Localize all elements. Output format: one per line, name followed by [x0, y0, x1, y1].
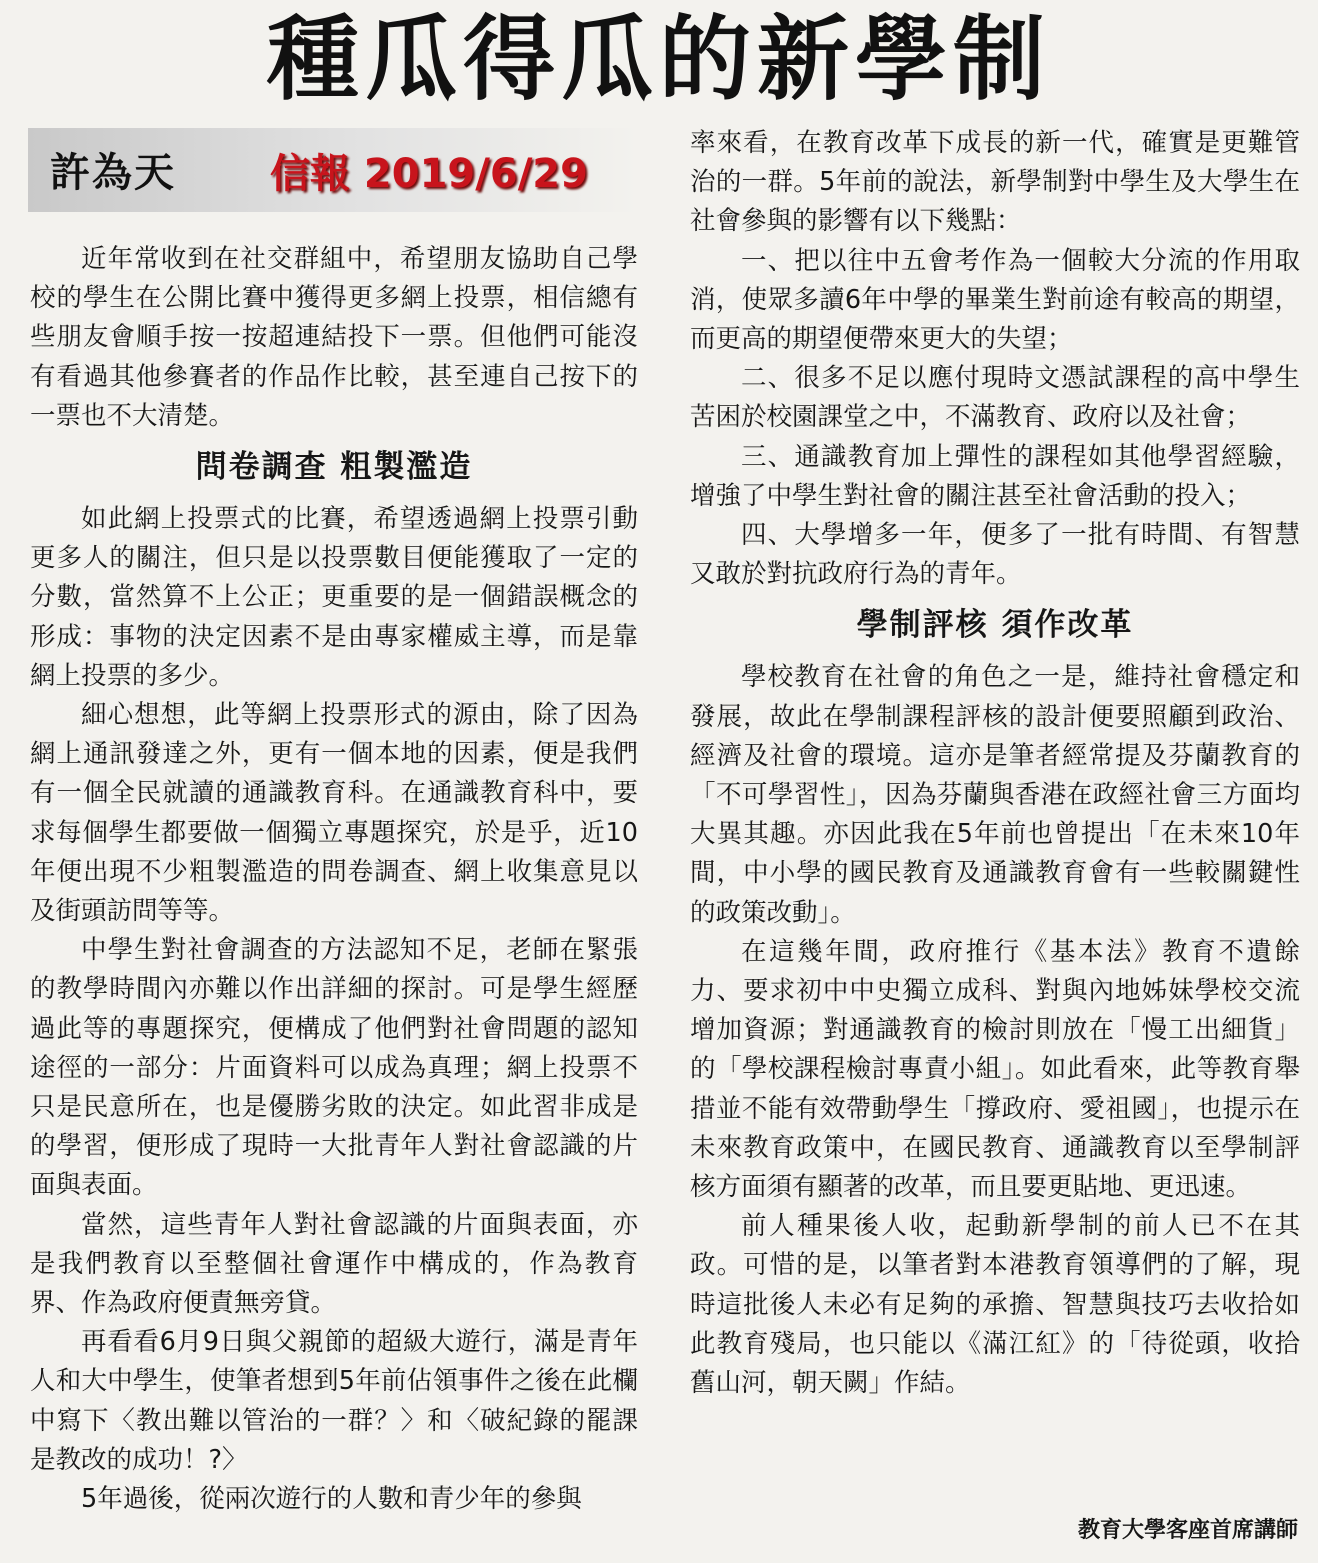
paragraph: 近年常收到在社交群組中，希望朋友協助自己學校的學生在公開比賽中獲得更多網上投票，相信總有些朋友會順手按一按超連結投下一票。但他們可能沒有看過其他參賽者的作品作比較，甚至連自己按下的一票也不大清楚。 [30, 244, 638, 431]
paragraph: 當然，這些青年人對社會認識的片面與表面，亦是我們教育以至整個社會運作中構成的，作為教育界、作為政府便責無旁貸。 [30, 1209, 638, 1319]
list-point: 四、大學增多一年，便多了一批有時間、有智慧又敢於對抗政府行為的青年。 [690, 520, 1300, 590]
paragraph: 前人種果後人收，起動新學制的前人已不在其政。可惜的是，以筆者對本港教育領導們的了解，現時這批後人未必有足夠的承擔、智慧與技巧去收拾如此教育殘局，也只能以《滿江紅》的「待從頭，收拾舊山河，朝天闕」作結。 [690, 1211, 1300, 1399]
list-point: 一、把以往中五會考作為一個較大分流的作用取消，使眾多讀6年中學的畢業生對前途有較高的期望，而更高的期望便帶來更大的失望； [690, 245, 1300, 355]
author-name: 許為天 [50, 149, 176, 196]
paragraph: 5年過後，從兩次遊行的人數和青少年的參與 [81, 1484, 582, 1515]
publication-source-date: 信報 2019/6/29 [270, 151, 588, 197]
paragraph: 細心想想，此等網上投票形式的源由，除了因為網上通訊發達之外，更有一個本地的因素，便是我們有一個全民就讀的通識教育科。在通識教育科中，要求每個學生都要做一個獨立專題探究，於是乎，近10年便出現不少粗製濫造的問卷調查、網上收集意見以及街頭訪問等等。 [30, 700, 638, 927]
left-column [30, 240, 638, 1519]
paragraph: 中學生對社會調查的方法認知不足，老師在緊張的教學時間內亦難以作出詳細的探討。可是學生經歷過此等的專題探究，便構成了他們對社會問題的認知途徑的一部分：片面資料可以成為真理；網上投票不只是民意所在，也是優勝劣敗的決定。如此習非成是的學習，便形成了現時一大批青年人對社會認識的片面與表面。 [30, 935, 638, 1201]
paragraph: 在這幾年間，政府推行《基本法》教育不遺餘力、要求初中中史獨立成科、對與內地姊妹學校交流增加資源；對通識教育的檢討則放在「慢工出細貨」的「學校課程檢討專責小組」。如此看來，此等教育舉措並不能有效帶動學生「撐政府、愛祖國」，也提示在未來教育政策中，在國民教育、通識教育以至學制評核方面須有顯著的改革，而且要更貼地、更迅速。 [690, 936, 1300, 1203]
right-column [690, 124, 1300, 1403]
section-heading: 學制評核 須作改革 [856, 607, 1134, 644]
article-headline: 種瓜得瓜的新學制 [266, 5, 1051, 113]
paragraph-continued: 率來看，在教育改革下成長的新一代，確實是更難管治的一群。5年前的說法，新學制對中學生及大學生在社會參與的影響有以下幾點： [690, 128, 1300, 237]
paragraph: 再看看6月9日與父親節的超級大遊行，滿是青年人和大中學生，使筆者想到5年前佔領事件之後在此欄中寫下〈教出難以管治的一群？〉和〈破紀錄的罷課是教改的成功！?〉 [30, 1327, 638, 1475]
list-point: 二、很多不足以應付現時文憑試課程的高中學生苦困於校園課堂之中，不滿教育、政府以及社會； [690, 363, 1300, 433]
list-point: 三、通識教育加上彈性的課程如其他學習經驗，增強了中學生對社會的關注甚至社會活動的投入； [690, 441, 1300, 511]
section-heading: 問卷調查 粗製濫造 [195, 449, 473, 486]
author-credit: 教育大學客座首席講師 [1077, 1518, 1298, 1543]
paragraph: 學校教育在社會的角色之一是，維持社會穩定和發展，故此在學制課程評核的設計便要照顧到政治、經濟及社會的環境。這亦是筆者經常提及芬蘭教育的「不可學習性」，因為芬蘭與香港在政經社會三方面均大異其趣。亦因此我在5年前也曾提出「在未來10年間，中小學的國民教育及通識教育會有一些較關鍵性的政策改動」。 [690, 662, 1300, 928]
paragraph: 如此網上投票式的比賽，希望透過網上投票引動更多人的關注，但只是以投票數目便能獲取了一定的分數，當然算不上公正；更重要的是一個錯誤概念的形成：事物的決定因素不是由專家權威主導，而是靠網上投票的多少。 [30, 504, 638, 691]
